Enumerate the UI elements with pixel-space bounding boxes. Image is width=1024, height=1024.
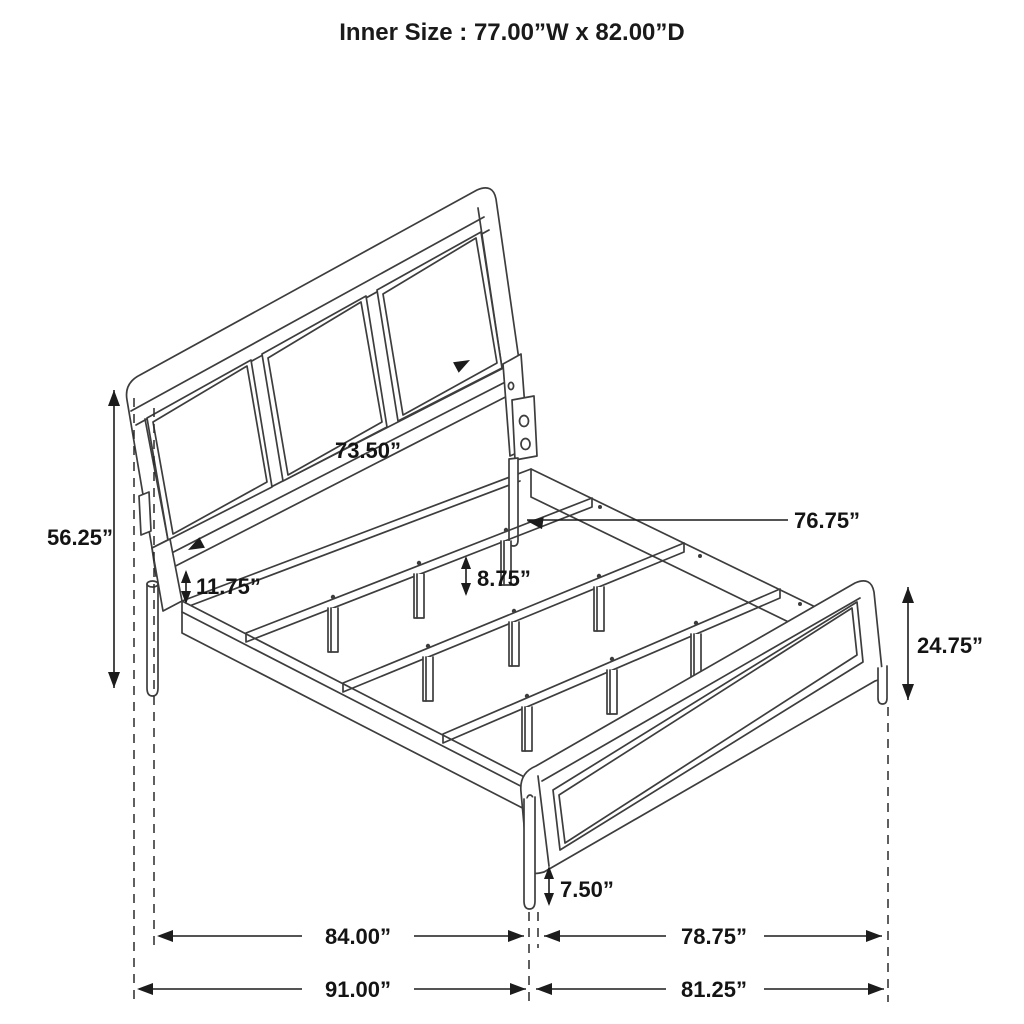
dim-side-rail-length: 76.75” xyxy=(794,508,861,533)
footboard-rear-leg xyxy=(878,666,887,704)
headboard-left-bracket xyxy=(139,492,151,535)
slat-leg xyxy=(328,608,338,652)
slat-leg xyxy=(423,657,433,701)
headboard-left-leg xyxy=(147,584,158,696)
dim-slat-leg-height: 8.75” xyxy=(477,566,531,591)
bracket-screw-hole xyxy=(521,439,530,450)
footboard-front-leg xyxy=(524,797,535,909)
headboard-right-bracket xyxy=(512,396,537,460)
dim-footboard-leg-height: 7.50” xyxy=(560,877,614,902)
dim-overall-length: 91.00” xyxy=(324,977,392,1002)
dim-overall-width: 81.25” xyxy=(680,977,748,1002)
dim-headboard-height: 56.25” xyxy=(46,525,114,550)
dim-inner-width: 78.75” xyxy=(680,924,748,949)
slat-leg xyxy=(607,670,617,714)
dim-footboard-height: 24.75” xyxy=(917,633,984,658)
slat-leg xyxy=(509,622,519,666)
headboard-right-leg xyxy=(509,458,518,546)
slat-leg xyxy=(522,707,532,751)
dim-headboard-rail-gap: 11.75” xyxy=(196,574,261,599)
dim-inner-length: 84.00” xyxy=(324,924,392,949)
footboard-panel xyxy=(553,602,863,850)
dim-headboard-width: 73.50” xyxy=(334,438,402,463)
slat-leg xyxy=(414,574,424,618)
bracket-screw-hole xyxy=(520,416,529,427)
diagram-title: Inner Size : 77.00”W x 82.00”D xyxy=(339,19,685,46)
slat-leg xyxy=(594,587,604,631)
